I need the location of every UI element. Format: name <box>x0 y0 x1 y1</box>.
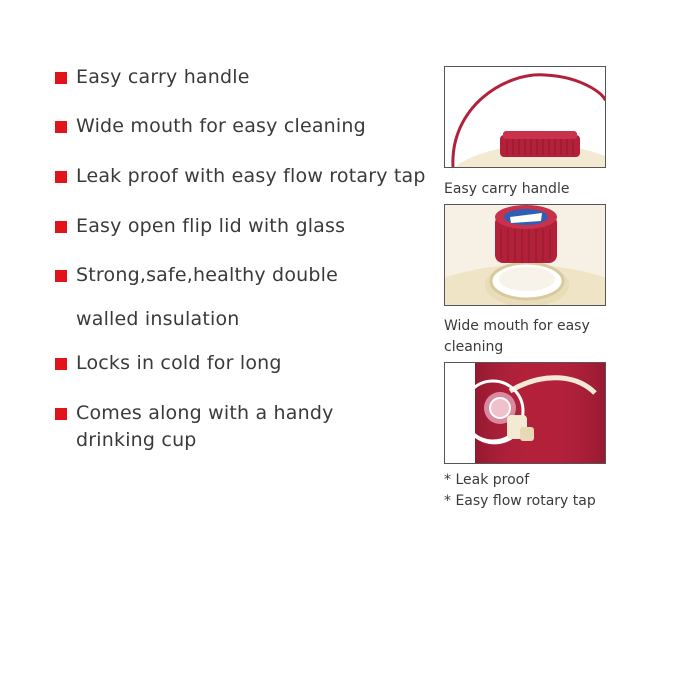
bullet-icon <box>55 358 67 370</box>
bullet-icon <box>55 270 67 282</box>
caption-wide-mouth: Wide mouth for easy <box>444 318 590 334</box>
bullet-icon <box>55 121 67 133</box>
bullet-icon <box>55 221 67 233</box>
bullet-icon <box>55 72 67 84</box>
caption-carry-handle: Easy carry handle <box>444 181 570 197</box>
feature-item-drinking-cup: Comes along with a handy <box>76 402 334 424</box>
feature-item-wide-mouth: Wide mouth for easy cleaning <box>76 115 366 137</box>
rotary-tap-image <box>444 362 606 464</box>
feature-item-insulation-line2: walled insulation <box>76 308 240 330</box>
caption-rotary-tap: * Easy flow rotary tap <box>444 493 596 509</box>
feature-item-carry-handle: Easy carry handle <box>76 66 250 88</box>
bullet-icon <box>55 408 67 420</box>
handle-image <box>444 66 606 168</box>
caption-wide-mouth-line2: cleaning <box>444 339 504 355</box>
feature-item-locks-cold: Locks in cold for long <box>76 352 282 374</box>
bullet-icon <box>55 171 67 183</box>
wide-mouth-image <box>444 204 606 306</box>
caption-leak-proof: * Leak proof <box>444 472 530 488</box>
feature-item-flip-lid: Easy open flip lid with glass <box>76 215 346 237</box>
feature-item-insulation: Strong,safe,healthy double <box>76 264 339 286</box>
feature-item-leak-proof: Leak proof with easy flow rotary tap <box>76 165 426 187</box>
feature-item-drinking-cup-line2: drinking cup <box>76 429 197 451</box>
